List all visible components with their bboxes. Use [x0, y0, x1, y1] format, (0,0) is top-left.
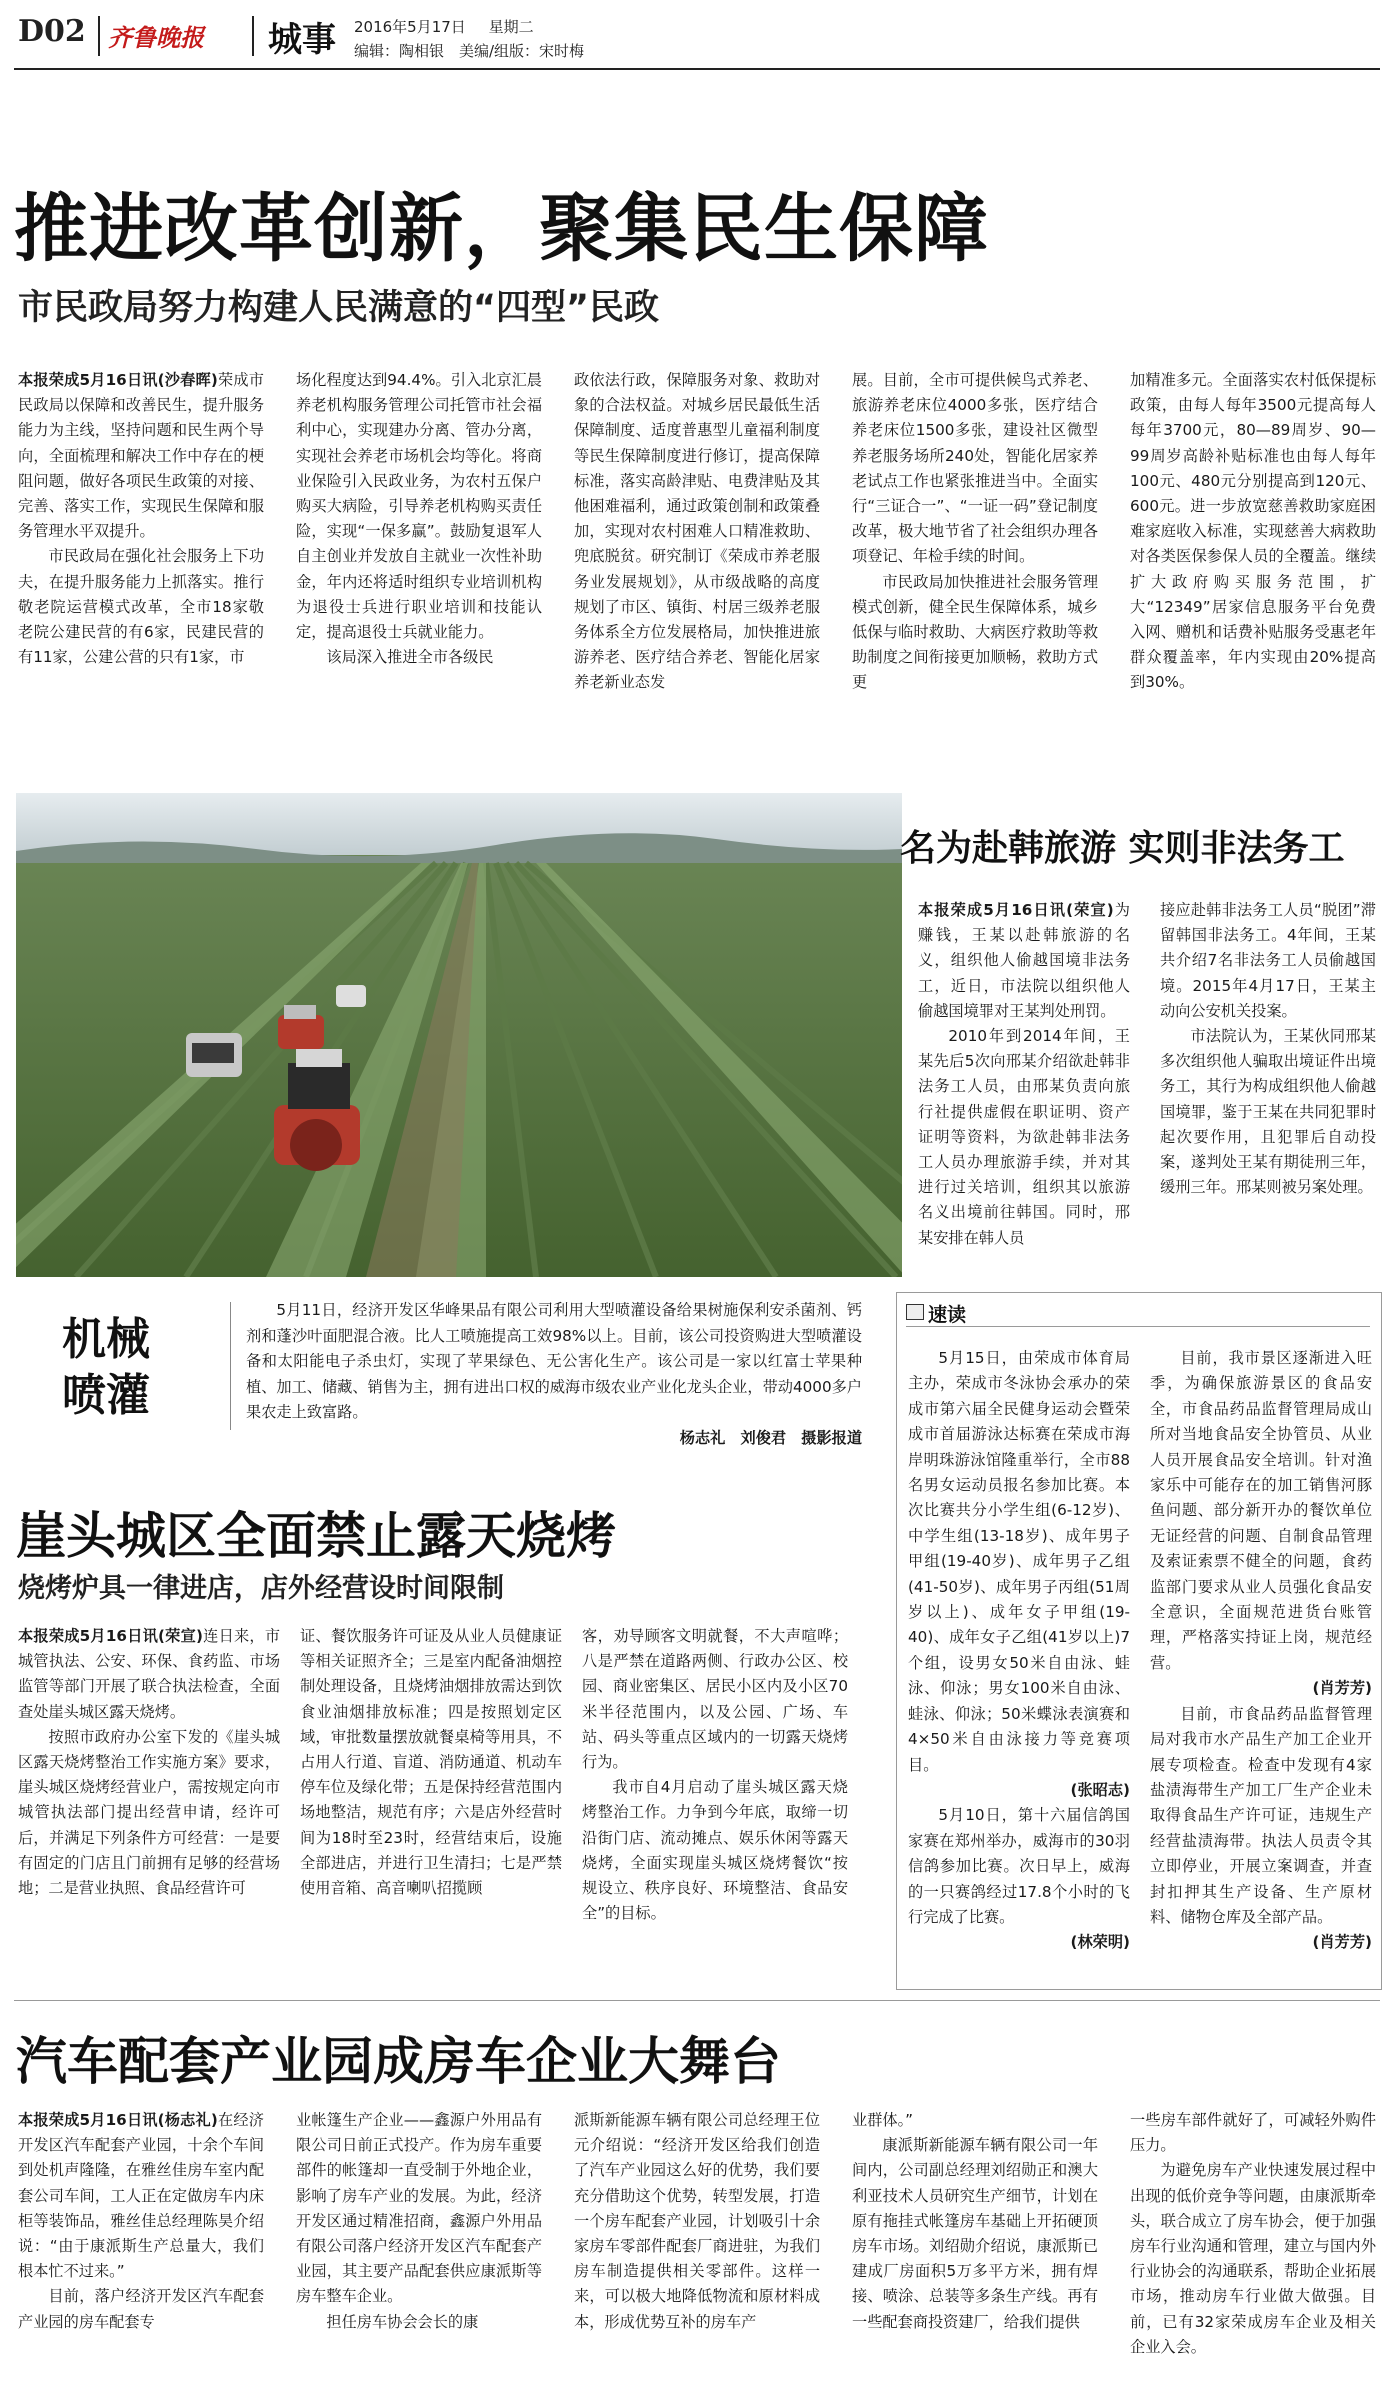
- weekday-text: 星期二: [488, 18, 534, 36]
- story4-paragraph: 为避免房车产业快速发展过程中出现的低价竞争等问题，由康派斯牵头，联合成立了房车协会，便于加强房车行业沟通和管理，建立与国内外行业协会的沟通联系，帮助企业拓展市场，推动房车行业做大做强。目前，已有32家荣成房车企业及相关企业入会。: [1130, 2161, 1376, 2356]
- story3-dateline: 本报荣成5月16日讯(荣宣): [18, 1627, 203, 1645]
- story4-paragraph: 业群体。”: [852, 2111, 914, 2129]
- story4-column-4: [852, 2108, 1098, 2335]
- story1-paragraph: 本报荣成5月16日讯(沙春晖)荣成市民政局以保障和改善民生，提升服务能力为主线，坚持问题和民生两个导向，全面梳理和解决工作中存在的梗阻问题，做好各项民生政策的对接、完善、落实工作，实现民生保障和服务管理水平双提升。: [18, 371, 264, 541]
- story4-column-3: [574, 2108, 820, 2335]
- story2-column-1: [918, 898, 1130, 1251]
- brief-credit: (林荣明): [1070, 1933, 1130, 1952]
- photo-caption-text: 5月11日，经济开发区华峰果品有限公司利用大型喷灌设备给果树施保利安杀菌剂、钙剂和蓬沙叶面肥混合液。比人工喷施提高工效98%以上。目前，该公司投资购进大型喷灌设备和太阳能电子杀虫灯，实现了苹果绿色、无公害化生产。该公司是一家以红富士苹果种植、加工、储藏、销售为主，拥有进出口权的威海市级农业产业化龙头企业，带动4000多户果农走上致富路。: [246, 1301, 862, 1421]
- photo-label-line1: 机械: [62, 1314, 150, 1365]
- story2-dateline: 本报荣成5月16日讯(荣宣): [918, 901, 1114, 919]
- brief-icon: [906, 1304, 924, 1320]
- photo-credit: 杨志礼 刘俊君 摄影报道: [679, 1428, 862, 1447]
- story2-paragraph: 2010年到2014年间，王某先后5次向邢某介绍欲赴韩非法务工人员，由邢某负责向旅行社提供虚假在职证明、资产证明等资料，为欲赴韩非法务工人员办理旅游手续，并对其进行过关培训，组织其以旅游名义出境前往韩国。同时，邢某安排在韩人员: [918, 1027, 1130, 1247]
- date-text: 2016年5月17日: [354, 18, 466, 36]
- story3-column-3: [582, 1624, 848, 1926]
- orchard-photo-image: [16, 793, 902, 1277]
- story1-paragraph: 展。目前，全市可提供候鸟式养老、旅游养老床位4000多张，医疗结合养老床位1500多张，建设社区微型养老服务场所240处，智能化居家养老试点工作也紧张推进当中。全面实行“三证合一”、“一证一码”登记制度改革，极大地节省了社会组织办理各项登记、年检手续的时间。: [852, 371, 1098, 566]
- brief-column-1: [908, 1346, 1130, 1956]
- story1-paragraph: 市民政局加快推进社会服务管理模式创新，健全民生保障体系，城乡低保与临时救助、大病医疗救助等救助制度之间衔接更加顺畅，救助方式更: [852, 572, 1098, 692]
- story1-column-1: [18, 368, 264, 670]
- story4-paragraph: 业帐篷生产企业——鑫源户外用品有限公司日前正式投产。作为房车重要部件的帐篷却一直受制于外地企业，影响了房车产业的发展。为此，经济开发区通过精准招商，鑫源户外用品有限公司落户经济开发区汽车配套产业园，其主要产品配套供应康派斯等房车整车企业。: [296, 2111, 542, 2306]
- story1-subhead: 市民政局努力构建人民满意的“四型”民政: [18, 288, 660, 328]
- masthead-divider-2: [252, 16, 254, 56]
- brief-header: [906, 1300, 1370, 1327]
- tractor-2: [186, 1033, 242, 1077]
- section-rule: [14, 2000, 1380, 2001]
- photo-label-line2: 喷灌: [62, 1370, 150, 1421]
- story1-paragraph: 政依法行政，保障服务对象、救助对象的合法权益。对城乡居民最低生活保障制度、适度普惠型儿童福利制度等民生保障制度进行修订，提高保障标准，落实高龄津贴、电费津贴及其他困难福利，通过政策创制和政策叠加，实现对农村困难人口精准救助、兜底脱贫。研究制订《荣成市养老服务业发展规划》，从市级战略的高度规划了市区、镇街、村居三级养老服务体系全方位发展格局，加快推进旅游养老、医疗结合养老、智能化居家养老新业态发: [574, 371, 820, 692]
- issue-date: [354, 16, 534, 37]
- story1-column-2: [296, 368, 542, 670]
- masthead-rule: [14, 68, 1380, 70]
- page-number: D02: [18, 14, 86, 49]
- story2-column-2: [1160, 898, 1376, 1200]
- story3-paragraph: 按照市政府办公室下发的《崖头城区露天烧烤整治工作实施方案》要求，崖头城区烧烤经营业户，需按规定向市城管执法部门提出经营申请，经许可后，并满足下列条件方可经营：一是要有固定的门店且门前拥有足够的经营场地；二是营业执照、食品经营许可: [18, 1727, 280, 1898]
- story2-paragraph: 接应赴韩非法务工人员“脱团”滞留韩国非法务工。4年间，王某共介绍7名非法务工人员偷越国境。2015年4月17日，王某主动向公安机关投案。: [1160, 901, 1376, 1020]
- editor-credits: 编辑：陶相银 美编/组版：宋时梅: [354, 42, 585, 60]
- story4-dateline: 本报荣成5月16日讯(杨志礼): [18, 2111, 218, 2129]
- section-name: 城事: [268, 20, 336, 60]
- story4-paragraph: 一些房车部件就好了，可减轻外购件压力。: [1130, 2111, 1376, 2155]
- story3-paragraph: 本报荣成5月16日讯(荣宣)连日来，市城管执法、公安、环保、食药监、市场监管等部门开展了联合执法检查，全面查处崖头城区露天烧烤。: [18, 1627, 281, 1721]
- story4-column-1: [18, 2108, 264, 2335]
- story2-paragraph: 本报荣成5月16日讯(荣宣)为赚钱，王某以赴韩旅游的名义，组织他人偷越国境非法务工，近日，市法院以组织他人偷越国境罪对王某判处刑罚。: [918, 901, 1130, 1020]
- story3-subhead: 烧烤炉具一律进店，店外经营设时间限制: [18, 1573, 504, 1604]
- story1-column-5: [1130, 368, 1376, 696]
- story3-paragraph: 证、餐饮服务许可证及从业人员健康证等相关证照齐全；三是室内配备油烟控制处理设备，且烧烤油烟排放需达到饮食业油烟排放标准；四是按照划定区域，审批数量摆放就餐桌椅等用具，不占用人行道、盲道、消防通道、机动车停车位及绿化带；五是保持经营范围内场地整洁，规范有序；六是店外经营时间为18时至23时，经营结束后，设施全部进店，并进行卫生清扫；七是严禁使用音箱、高音喇叭招揽顾: [300, 1627, 562, 1898]
- story4-paragraph: 本报荣成5月16日讯(杨志礼)在经济开发区汽车配套产业园，十余个车间到处机声隆隆，在雅丝佳房车室内配套公司车间，工人正在定做房车内床柜等装饰品，雅丝佳总经理陈昊介绍说：“由于康派斯生产总量大，我们根本忙不过来。”: [18, 2111, 264, 2281]
- story3-column-1: [18, 1624, 280, 1901]
- story1-paragraph: 市民政局在强化社会服务上下功夫，在提升服务能力上抓落实。推行敬老院运营模式改革，全市18家敬老院公建民营的有6家，民建民营的有11家，公建公营的只有1家，市: [18, 547, 264, 667]
- story4-paragraph: 康派斯新能源车辆有限公司一年间内，公司副总经理刘绍勋正和澳大利亚技术人员研究生产细节，计划在原有拖挂式帐篷房车基础上开拓硬顶房车市场。刘绍勋介绍说，康派斯已建成厂房面积5万多平方米，拥有焊接、喷涂、总装等多条生产线。再有一些配套商投资建厂，给我们提供: [852, 2136, 1098, 2331]
- story4-headline: 汽车配套产业园成房车企业大舞台: [16, 2033, 782, 2092]
- story1-paragraph: 该局深入推进全市各级民: [326, 648, 494, 667]
- tractor-4: [336, 985, 366, 1007]
- story1-headline: 推进改革创新，聚集民生保障: [14, 186, 989, 272]
- photo-label: [62, 1312, 150, 1424]
- story1-column-4: [852, 368, 1098, 696]
- brief-column-2: [1150, 1346, 1372, 1956]
- story3-paragraph: 我市自4月启动了崖头城区露天烧烤整治工作。力争到今年底，取缔一切沿街门店、流动摊点、娱乐休闲等露天烧烤，全面实现崖头城区烧烤餐饮“按规设立、秩序良好、环境整洁、食品安全”的目标。: [582, 1778, 848, 1923]
- orchard-photo: [16, 793, 902, 1277]
- brief-credit: (肖芳芳): [1312, 1933, 1372, 1952]
- paper-logo: 齐鲁晚报: [108, 23, 204, 52]
- brief-credit: (肖芳芳): [1312, 1679, 1372, 1698]
- story1-paragraph: 场化程度达到94.4%。引入北京汇晨养老机构服务管理公司托管市社会福利中心，实现建办分离、管办分离，实现社会养老市场机会均等化。将商业保险引入民政业务，为农村五保户购买大病险，引导养老机构购买责任险，实现“一保多赢”。鼓励复退军人自主创业并发放自主就业一次性补助金，年内还将适时组织专业培训机构为退役士兵进行职业培训和技能认定，提高退役士兵就业能力。: [296, 371, 542, 642]
- story3-headline: 崖头城区全面禁止露天烧烤: [16, 1507, 616, 1565]
- story1-dateline: 本报荣成5月16日讯(沙春晖): [18, 371, 218, 389]
- story3-paragraph: 客，劝导顾客文明就餐，不大声喧哗；八是严禁在道路两侧、行政办公区、校园、商业密集区、居民小区内及小区70米半径范围内，以及公园、广场、车站、码头等重点区域内的一切露天烧烤行为。: [582, 1627, 848, 1772]
- story1-column-3: [574, 368, 820, 696]
- photo-label-divider: [230, 1302, 231, 1430]
- brief-credit: (张昭志): [1070, 1780, 1130, 1799]
- story2-paragraph: 市法院认为，王某伙同邢某多次组织他人骗取出境证件出境务工，其行为构成组织他人偷越国境罪，鉴于王某在共同犯罪时起次要作用，且犯罪后自动投案，遂判处王某有期徒刑三年，缓刑三年。邢某则被另案处理。: [1160, 1027, 1376, 1197]
- story4-column-5: [1130, 2108, 1376, 2360]
- brief-label: 速读: [928, 1304, 967, 1326]
- story4-paragraph: 目前，落户经济开发区汽车配套产业园的房车配套专: [18, 2287, 264, 2331]
- photo-caption: [246, 1298, 862, 1451]
- story4-paragraph: 担任房车协会会长的康: [326, 2312, 479, 2331]
- masthead: [0, 0, 1395, 70]
- story3-column-2: [300, 1624, 562, 1901]
- story2-headline: 名为赴韩旅游 实则非法务工: [900, 828, 1345, 869]
- story1-paragraph: 加精准多元。全面落实农村低保提标政策，由每人每年3500元提高每人每年3700元，80—89周岁、90—99周岁高龄补贴标准也由每人每年100元、480元分别提高到120元、600元。进一步放宽慈善救助家庭困难家庭收入标准，实现慈善大病救助对各类医保参保人员的全覆盖。继续扩大政府购买服务范围，扩大“12349”居家信息服务平台免费入网、赠机和话费补贴服务受惠老年群众覆盖率，年内实现由20%提高到30%。: [1130, 371, 1376, 692]
- brief-item: 5月10日，第十六届信鸽国家赛在郑州举办，威海市的30羽信鸽参加比赛。次日早上，威海的一只赛鸽经过17.8个小时的飞行完成了比赛。: [908, 1806, 1130, 1926]
- brief-item: 目前，市食品药品监督管理局对我市水产品生产加工企业开展专项检查。检查中发现有4家盐渍海带生产加工厂生产企业未取得食品生产许可证，违规生产经营盐渍海带。执法人员责令其立即停业，开展立案调查，并查封扣押其生产设备、生产原材料、储物仓库及全部产品。: [1150, 1704, 1372, 1926]
- brief-item: 目前，我市景区逐渐进入旺季，为确保旅游景区的食品安全，市食品药品监督管理局成山所对当地食品安全协管员、从业人员开展食品安全培训。针对渔家乐中可能存在的加工销售河豚鱼问题、部分新开办的餐饮单位无证经营的问题、自制食品管理及索证索票不健全的问题，食药监部门要求从业人员强化食品安全意识，全面规范进货台账管理，严格落实持证上岗，规范经营。: [1150, 1349, 1372, 1672]
- story4-paragraph: 派斯新能源车辆有限公司总经理王位元介绍说：“经济开发区给我们创造了汽车产业园这么好的优势，我们要充分借助这个优势，转型发展，打造一个房车配套产业园，计划吸引十余家房车零部件配套厂商进驻，为我们房车制造提供相关零部件。这样一来，可以极大地降低物流和原材料成本，形成优势互补的房车产: [574, 2111, 820, 2331]
- story4-column-2: [296, 2108, 542, 2335]
- brief-item: 5月15日，由荣成市体育局主办，荣成市冬泳协会承办的荣成市第六届全民健身运动会暨荣成市首届游泳达标赛在荣成市海岸明珠游泳馆隆重举行，全市88名男女运动员报名参加比赛。本次比赛共分小学生组(6-12岁)、中学生组(13-18岁)、成年男子甲组(19-40岁)、成年男子乙组(41-50岁)、成年男子丙组(51周岁以上)、成年女子甲组(19-40)、成年女子乙组(41岁以上)7个组，设男女50米自由泳、蛙泳、仰泳；男女100米自由泳、蛙泳、仰泳；50米蝶泳表演赛和4×50米自由泳接力等竞赛项目。: [908, 1349, 1130, 1774]
- masthead-divider-1: [98, 16, 100, 56]
